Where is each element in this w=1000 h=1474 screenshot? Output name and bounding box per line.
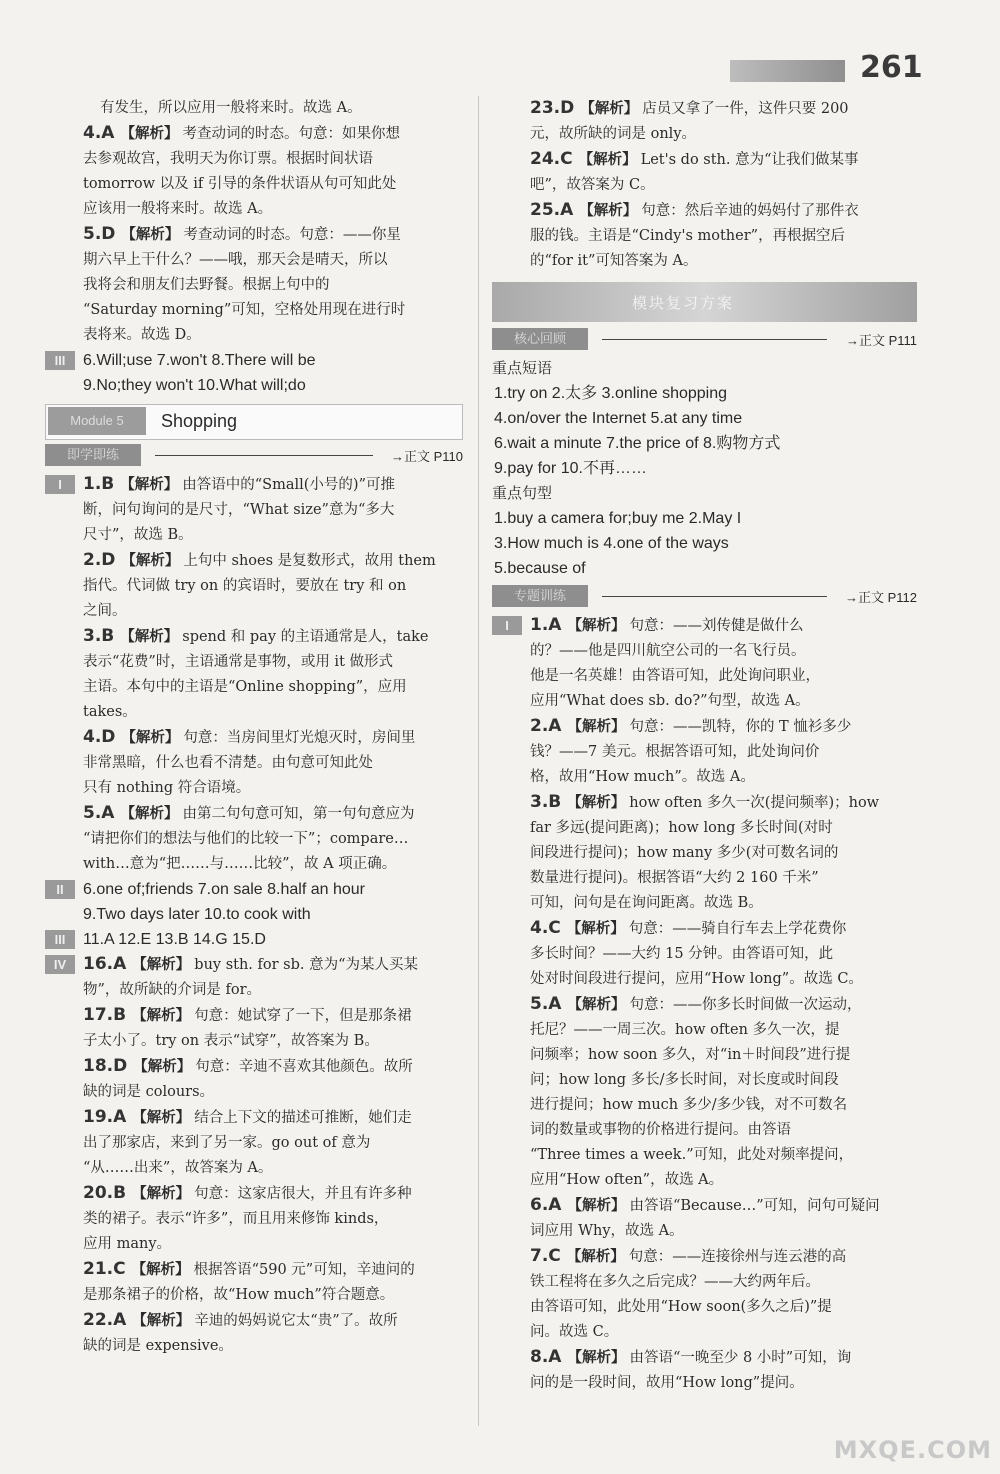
answer-item: [45, 801, 463, 877]
analysis-tag: 【解析】: [131, 1261, 190, 1278]
item-number: 2.D: [83, 550, 116, 570]
item-line: 问频率；how soon 多久，对“in＋时间段”进行提: [530, 1047, 851, 1063]
answer-item: [492, 714, 917, 790]
answer-item: [492, 613, 917, 714]
item-line: 考查动词的时态。句意：——你星: [183, 227, 401, 243]
item-line: 子太小了。try on 表示“试穿”，故答案为 B。: [83, 1033, 379, 1049]
page-reference: → 正文 P112: [845, 587, 917, 606]
analysis-tag: 【解析】: [121, 226, 180, 243]
answer-item: [492, 1193, 917, 1244]
item-line: 结合上下文的描述可推断，她们走: [194, 1110, 412, 1126]
analysis-tag: 【解析】: [132, 1109, 191, 1126]
answer-item: [492, 147, 917, 198]
item-line: 我将会和朋友们去野餐。根据上句中的: [83, 277, 330, 293]
item-number: 4.C: [530, 918, 561, 938]
section-tag: 即学即练: [45, 444, 141, 466]
answer-item: [45, 624, 463, 725]
item-number: 5.A: [83, 803, 115, 823]
analysis-tag: 【解析】: [567, 794, 626, 811]
answer-item: [45, 121, 463, 222]
module-title: Shopping: [161, 411, 238, 431]
item-line: 进行提问；how much 多少/多少钱，对不可数名: [530, 1097, 848, 1113]
answer-item: [492, 916, 917, 992]
review-banner: [492, 282, 917, 322]
item-number: 5.A: [530, 994, 562, 1014]
item-number: 8.A: [530, 1347, 562, 1367]
item-line: 句意：——刘传健是做什么: [629, 618, 804, 634]
analysis-tag: 【解析】: [580, 100, 639, 117]
section-line: [602, 339, 827, 340]
watermark: MXQE.COM: [833, 1436, 992, 1464]
right-column: [492, 96, 917, 1396]
item-line: 句意：——骑自行车去上学花费你: [628, 921, 847, 937]
analysis-tag: 【解析】: [120, 628, 179, 645]
item-line: 应该用一般将来时。故选 A。: [83, 201, 273, 217]
left-column: [45, 96, 463, 1359]
item-line: 钱？——7 美元。根据答语可知，此处询问价: [530, 744, 820, 760]
answer-line: 6.one of;friends 7.on sale 8.half an hour: [83, 881, 365, 898]
section-line: [602, 596, 827, 597]
item-number: 24.C: [530, 149, 573, 169]
column-divider: [478, 96, 479, 1426]
item-line: 只有 nothing 符合语境。: [83, 780, 251, 796]
section-badge: III: [45, 351, 75, 370]
item-line: 店员又拿了一件，这件只要 200: [642, 101, 849, 117]
item-line: “Saturday morning”可知，空格处用现在进行时: [83, 302, 406, 318]
item-line: 间段进行提问)；how many 多少(对可数名词的: [530, 845, 839, 861]
item-number: 1.A: [530, 615, 562, 635]
section-bar: [492, 328, 917, 352]
answer-item: [492, 198, 917, 274]
page-number: 261: [860, 50, 923, 85]
item-line: 指代。代词做 try on 的宾语时，要放在 try 和 on: [83, 578, 407, 594]
item-number: 16.A: [83, 954, 127, 974]
item-number: 21.C: [83, 1259, 126, 1279]
item-number: 17.B: [83, 1005, 127, 1025]
analysis-tag: 【解析】: [567, 617, 626, 634]
item-line: 多长时间？——大约 15 分钟。由答语可知，此: [530, 946, 834, 962]
item-line: 问的是一段时间，故用“How long”提问。: [530, 1375, 804, 1391]
section-bar: [45, 444, 463, 468]
item-number: 2.A: [530, 716, 562, 736]
item-line: 考查动词的时态。句意：如果你想: [182, 126, 400, 142]
item-line: 表示“花费”时，主语通常是事物，或用 it 做形式: [83, 654, 394, 670]
analysis-tag: 【解析】: [566, 920, 625, 937]
analysis-tag: 【解析】: [132, 1185, 191, 1202]
section-badge: IV: [45, 955, 75, 974]
item-line: with…意为“把……与……比较”，故 A 项正确。: [83, 856, 397, 872]
item-number: 4.D: [83, 727, 116, 747]
answer-item: [492, 1244, 917, 1345]
item-line: 句意：当房间里灯光熄灭时，房间里: [183, 730, 416, 746]
item-line: 托尼？——一周三次。how often 多久一次，提: [530, 1022, 840, 1038]
section-badge: III: [45, 930, 75, 949]
item-number: 4.A: [83, 123, 115, 143]
section-badge: I: [492, 616, 522, 635]
item-number: 23.D: [530, 98, 575, 118]
item-number: 5.D: [83, 224, 116, 244]
item-line: 类的裙子。表示“许多”，而且用来修饰 kinds，: [83, 1211, 389, 1227]
item-line: 他是一名英雄！由答语可知，此处询问职业，: [530, 668, 820, 684]
item-line: 处对时间段进行提问，应用“How long”。故选 C。: [530, 971, 863, 987]
item-line: 格，故用“How much”。故选 A。: [530, 769, 755, 785]
item-line: 断，问句询问的是尺寸，“What size”意为“多大: [83, 502, 395, 518]
analysis-tag: 【解析】: [121, 552, 180, 569]
item-line: 由答语可知，此处用“How soon(多久之后)”提: [530, 1299, 832, 1315]
item-number: 7.C: [530, 1246, 561, 1266]
answer-line: 6.Will;use 7.won't 8.There will be: [83, 352, 316, 369]
item-line: 去参观故宫，我明天为你订票。根据时间状语: [83, 151, 373, 167]
section-badge-block: [45, 877, 463, 927]
answer-line: 9.No;they won't 10.What will;do: [83, 377, 306, 394]
answer-line: 9.Two days later 10.to cook with: [83, 906, 311, 923]
module-header: [45, 404, 463, 440]
item-line: 问；how long 多长/多长时间，对长度或时间段: [530, 1072, 839, 1088]
answer-item: [492, 1345, 917, 1396]
page-reference: → 正文 P111: [846, 330, 917, 349]
item-line: tomorrow 以及 if 引导的条件状语从句可知此处: [83, 176, 397, 192]
item-line: 词的数量或事物的价格进行提问。由答语: [530, 1122, 791, 1138]
section-badge-block: [45, 348, 463, 398]
item-line: 句意：辛迪不喜欢其他颜色。故所: [195, 1059, 413, 1075]
analysis-tag: 【解析】: [567, 996, 626, 1013]
item-line: how often 多久一次(提问频率)；how: [629, 795, 880, 811]
section-badge: I: [45, 475, 75, 494]
item-line: 句意：她试穿了一下，但是那条裙: [194, 1008, 412, 1024]
item-line: 期六早上干什么？——哦，那天会是晴天，所以: [83, 252, 388, 268]
analysis-tag: 【解析】: [132, 1312, 191, 1329]
answer-line: 3.How much is 4.one of the ways: [494, 535, 729, 552]
banner-text: 模块复习方案: [632, 294, 735, 312]
header-decoration: [730, 60, 845, 82]
item-line: “请把你们的想法与他们的比较一下”；compare…: [83, 831, 409, 847]
item-line: spend 和 pay 的主语通常是人，take: [182, 629, 429, 645]
item-line: 出了那家店，来到了另一家。go out of 意为: [83, 1135, 371, 1151]
module-tag: Module 5: [48, 407, 146, 435]
item-line: 应用“How often”，故选 A。: [530, 1172, 724, 1188]
item-line: 辛迪的妈妈说它太“贵”了。故所: [194, 1313, 398, 1329]
item-line: 表将来。故选 D。: [83, 327, 201, 343]
item-line: 之间。: [83, 603, 127, 619]
analysis-tag: 【解析】: [120, 125, 179, 142]
item-line: far 多远(提问距离)；how long 多长时间(对时: [530, 820, 833, 836]
item-line: 句意：——凯特，你的 T 恤衫多少: [629, 719, 852, 735]
analysis-tag: 【解析】: [120, 805, 179, 822]
answer-item: [45, 1105, 463, 1181]
item-line: 缺的词是 colours。: [83, 1084, 215, 1100]
page-reference: → 正文 P110: [391, 446, 463, 465]
item-line: takes。: [83, 704, 137, 720]
item-line: buy sth. for sb. 意为“为某人买某: [194, 957, 419, 973]
analysis-tag: 【解析】: [567, 718, 626, 735]
analysis-tag: 【解析】: [132, 1007, 191, 1024]
item-line: 由第二句句意可知，第一句句意应为: [182, 806, 415, 822]
item-number: 19.A: [83, 1107, 127, 1127]
item-line: “从……出来”，故答案为 A。: [83, 1160, 273, 1176]
analysis-tag: 【解析】: [567, 1197, 626, 1214]
answer-item: [45, 548, 463, 624]
answer-item: [492, 992, 917, 1193]
answer-line: 4.on/over the Internet 5.at any time: [494, 410, 743, 427]
phrases-heading: 重点短语: [492, 359, 553, 377]
item-number: 3.B: [530, 792, 562, 812]
item-line: 句意：——连接徐州与连云港的高: [628, 1249, 847, 1265]
item-line: 服的钱。主语是“Cindy's mother”，再根据空后: [530, 228, 846, 244]
analysis-tag: 【解析】: [121, 729, 180, 746]
item-line: 的“for it”可知答案为 A。: [530, 253, 698, 269]
item-line: 应用 many。: [83, 1236, 172, 1252]
section-tag: 核心回顾: [492, 328, 588, 350]
item-line: 主语。本句中的主语是“Online shopping”，应用: [83, 679, 407, 695]
section-badge: II: [45, 880, 75, 899]
item-line: 由答语中的“Small(小号的)”可推: [182, 477, 395, 493]
section-bar: [492, 585, 917, 609]
item-line: “Three times a week.”可知，此处对频率提问，: [530, 1147, 854, 1163]
item-line: 句意：这家店很大，并且有许多种: [194, 1186, 412, 1202]
answer-line: 9.pay for 10.不再……: [494, 460, 647, 477]
analysis-tag: 【解析】: [567, 1349, 626, 1366]
section-tag: 专题训练: [492, 585, 588, 607]
item-number: 22.A: [83, 1310, 127, 1330]
item-number: 20.B: [83, 1183, 127, 1203]
item-line: 句意：——你多长时间做一次运动，: [629, 997, 862, 1013]
sentences-heading: 重点句型: [492, 484, 553, 502]
item-number: 3.B: [83, 626, 115, 646]
answer-item: [45, 472, 463, 548]
answer-item: [45, 1181, 463, 1257]
item-line: 上句中 shoes 是复数形式，故用 them: [183, 553, 436, 569]
analysis-tag: 【解析】: [120, 476, 179, 493]
answer-item: [45, 1054, 463, 1105]
item-line: 物”，故所缺的介词是 for。: [83, 982, 262, 998]
item-line: 问。故选 C。: [530, 1324, 619, 1340]
item-line: 词应用 Why，故选 A。: [530, 1223, 684, 1239]
analysis-tag: 【解析】: [132, 956, 191, 973]
section-line: [155, 455, 373, 456]
item-line: 非常黑暗，什么也看不清楚。由句意可知此处: [83, 755, 373, 771]
item-line: 可知，问句是在询问距离。故选 B。: [530, 895, 763, 911]
item-number: 18.D: [83, 1056, 128, 1076]
answer-item: [45, 952, 463, 1003]
item-line: 应用“What does sb. do?”句型，故选 A。: [530, 693, 810, 709]
item-line: 吧”，故答案为 C。: [530, 177, 655, 193]
answer-item: [45, 96, 463, 121]
item-line: 铁工程将在多久之后完成？——大约两年后。: [530, 1274, 820, 1290]
answer-line: 6.wait a minute 7.the price of 8.购物方式: [494, 435, 781, 452]
item-text: 有发生，所以应用一般将来时。故选 A。: [100, 100, 362, 116]
item-line: 是那条裙子的价格，故“How much”符合题意。: [83, 1287, 395, 1303]
item-line: 由答语“一晚至少 8 小时”可知，询: [629, 1350, 852, 1366]
item-line: 缺的词是 expensive。: [83, 1338, 233, 1354]
item-line: Let's do sth. 意为“让我们做某事: [640, 152, 859, 168]
item-line: 元，故所缺的词是 only。: [530, 126, 697, 142]
answer-line: 11.A 12.E 13.B 14.G 15.D: [83, 931, 266, 948]
answer-line: 5.because of: [494, 560, 586, 577]
answer-item: [45, 1308, 463, 1359]
analysis-tag: 【解析】: [578, 151, 637, 168]
item-line: 数量进行提问)。根据答语“大约 2 160 千米”: [530, 870, 819, 886]
item-line: 由答语“Because…”可知，问句可疑问: [629, 1198, 880, 1214]
answer-line: 1.try on 2.太多 3.online shopping: [494, 385, 728, 402]
section-badge-block: [45, 927, 463, 952]
item-line: 根据答语“590 元”可知，辛迪问的: [193, 1262, 415, 1278]
item-line: 尺寸”，故选 B。: [83, 527, 193, 543]
item-number: 1.B: [83, 474, 115, 494]
analysis-tag: 【解析】: [579, 202, 638, 219]
item-line: 句意：然后辛迪的妈妈付了那件衣: [641, 203, 859, 219]
answer-item: [45, 222, 463, 348]
analysis-tag: 【解析】: [566, 1248, 625, 1265]
answer-item: [45, 1257, 463, 1308]
answer-line: 1.buy a camera for;buy me 2.May I: [494, 510, 742, 527]
item-number: 25.A: [530, 200, 574, 220]
answer-item: [492, 96, 917, 147]
answer-item: [45, 725, 463, 801]
item-line: 的？——他是四川航空公司的一名飞行员。: [530, 643, 806, 659]
answer-item: [492, 790, 917, 916]
analysis-tag: 【解析】: [133, 1058, 192, 1075]
item-number: 6.A: [530, 1195, 562, 1215]
answer-item: [45, 1003, 463, 1054]
